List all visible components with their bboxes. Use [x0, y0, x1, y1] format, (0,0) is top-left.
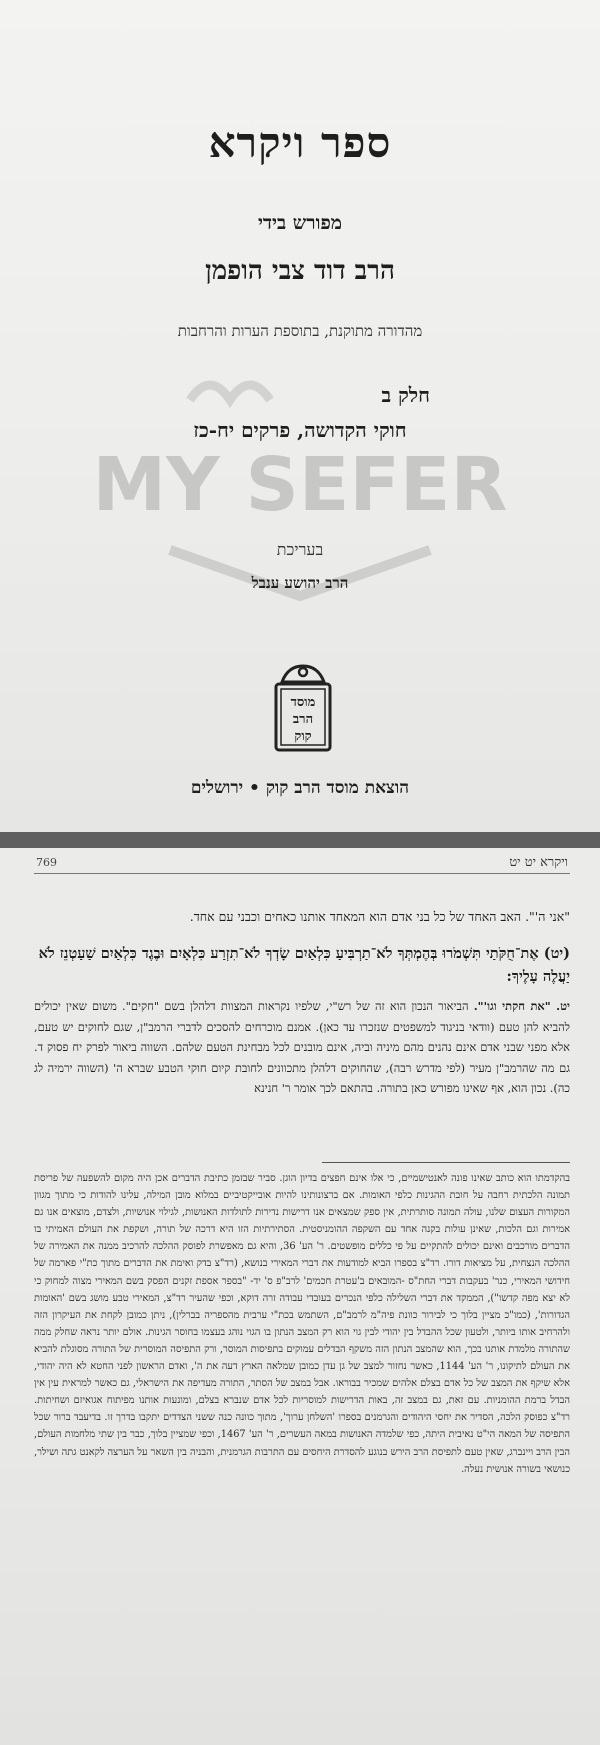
edition-note: מהדורה מתוקנת, בתוספת הערות והרחבות — [177, 322, 423, 340]
book-title: ספר ויקרא — [208, 118, 392, 167]
footnote-text: בהקדמתו הוא כותב שאינו פונה לאנטישמיים, כי אלו אינם חפצים בדיון הוגן. סביר שבזמן כתיבת הדברים אכן היה מקום להשפעה של פריסת תמונה הלכתית רחבה על חובת ההגינות כלפי האומות. אם ברצונותינו להיות אובייקטיביים במלוא מובן המילה, עלינו להודות כי מתוך מגוון המקורות העצום שלנו, עולה תמונה סותרתית, אין ספק שמצאים אנו דרישות נדירות לתולדות האנושות, לגילוי אנושיות, ולצדם, מוצאים אנו גם אמירות וגם הלכות, שאינן עולות בקנה אחד עם השקפה ההומניסטית. הסתירתיות הזו היא דרכה של תורה, ושקפת את העולם האמיתי בו הדברים מורכבים ואינם יכולים להתקיים על פי כללים מופשטים. ר' הע' 36, והיא גם מאפשרת לפוסק ההלכה להרכיב ממנה את האמירה של ההלכה הנצחית, על מציאות דורו. רד"צ בספרו הביא למודעות את דברי המאירי בנושא, (רד"צ בדק ואימת את הדברים מתוך כת"י פארמה של חידושי המאירי, כנר' בעקבות דברי החת"ס -המובאים ב'עטרת חכמים' לרב"פ ס' יד- "בספר אספת זקנים הפסק בשם המאירי מצוה למחוק כי לא יצא מפה קדשו"), הממקד את דברי השלילה כלפי הנכרים בעובדי עבודה זרה דוקא, וכפי שהעיר רד"צ, המאירי טבע מושג בשם 'האומות הגדורות', (כמו"כ מציין בלוך כי לבירור כוונת פיה"מ לרמב"ם, השתמש בכת"י ערבית מהספריה בברלין), ניתן כמובן לקחת את העיקרון הזה ולהרחיב אותו ביותר, ולטעון שכל ההבדל בין יהודי לבין גוי הוא רק המצב הנתון בו הגוי נוהג בעצמו בחוסר הגינות. אולם יותר נראה שחלק ממה שהתורה מלמדת אותנו בכך, הוא שהמצב הנתון הזה משקף הבדלים עמוקים בתפיסות המוסר, ורק התפיסה המוסרית של התורה מסוגלת להביא את העולם לתיקונו, ר' הע' 1144, כאשר נחזור למצב של גן עדן כמובן שמלאה הארץ דעה את ה', ואדם הראשון לפני החטא לא היה יהודי, אלא שיקף את המצב של כל אדם בצלם אלהים שמכיר בבוראו. אבל במצב של הסתר, התורה מעדיפה את הישראלי, גם כאשר למראית עין אין הבדל ברמת ההומניות. עם זאת, גם במצב זה, באות הדרישות למוסריות לכל אדם שנברא בצלם, ומונעות אותנו מפיתוח אגואיזם ושחיתות. רד"צ כפוסק הלכה, הסדיר את יחסי היהודים והגרמנים בספרו 'השלחן ערוך', מתוך כוונה כנה ששני הצדדים יתקבו בדרך זו. בדיעבד ברור שכל התפיסה של המאה הי"ט נאיבית היתה, כפי שלמדה האנושות במאה העשרים, ר' הע' 1467, וכפי שמציין בלוך, כבר בין שתי מלחמות העולם, הבין הרב ויינברג, שאין טעם לתפיסת הרב הירש בנוגע להסדרת היחסים עם התרבות הגרמנית, והבניה בין השאר על הערצה לקאנט גתה ושילר, כנושאי בשורה אנושית נעלה. — [34, 1173, 570, 1475]
logo-word-1: מוסד — [290, 695, 316, 710]
commentary — [34, 996, 570, 1099]
title-page — [0, 0, 600, 832]
logo-word-2: הרב — [292, 712, 314, 727]
logo-word-3: קוק — [294, 729, 312, 744]
verse-tail-text: "אני ה'". האב האחד של כל בני אדם הוא המאחד אותנו כאחים וכבני עם אחד. — [189, 909, 570, 924]
part-label: חלק ב — [381, 383, 430, 407]
part-title: חוקי הקדושה, פרקים יח-כז — [193, 418, 407, 442]
editor-name: הרב יהושע ענבל — [251, 574, 349, 592]
verse-text: (יט) אֶת־חֻקֹּתַי תִּשְׁמֹרוּ בְּהֶמְתְּךָ לֹא־תַרְבִּיעַ כִּלְאַיִם שָׂדְךָ לֹא־תִזְרַע כִּלְאָיִם וּבֶגֶד כִּלְאַיִם שַׁעַטְנֵז לֹא יַעֲלֶה עָלֶיךָ: — [38, 945, 570, 985]
commentary-text: הביאור הנכון הוא זה של רש"י, שלפיו נקראות המצוות דלהלן בשם "חקים". משום שאין יכולים להביא להן טעם (וודאי בניגוד למשפטים שנזכרו עד כאן). אמנם מוכרחים להסכים לדברי הרמב"ן, שגם לחוקים יש טעם, אלא מפני שבני אדם אינם נהנים מהם מיניה וביה, אינם מובנים לכל מבחינת הטעם שלהם. השווה ביאור לפרק יח פסוק ד. גם מה שהרמב"ן מעיר (לפי מדרש רבה), שהחוקים דלהלן מתכוונים לחובת קיום חוקי הטבע שברא ה' (השווה ירמיה לג כה). נכון הוא, אף שאינו מפורש כאן בתורה. בהתאם לכך אומר ר' חנינא — [34, 999, 570, 1096]
commentary-lead: יט. "את חקתי וגו'". — [473, 999, 571, 1013]
explained-by: מפורש בידי — [257, 212, 343, 234]
watermark-text: MY SEFER — [92, 442, 508, 528]
page-number: 769 — [36, 856, 57, 869]
page-divider — [0, 832, 600, 848]
author-name: הרב דוד צבי הופמן — [205, 256, 395, 286]
header-rule — [34, 873, 570, 874]
publisher-logo — [268, 660, 338, 756]
publisher-line: הוצאת מוסד הרב קוק • ירושלים — [190, 778, 410, 798]
footnote-rule — [322, 1162, 570, 1163]
running-head: ויקרא יט יט — [509, 855, 568, 870]
text-page — [0, 848, 600, 1745]
edited-by-label: בעריכת — [276, 540, 324, 559]
